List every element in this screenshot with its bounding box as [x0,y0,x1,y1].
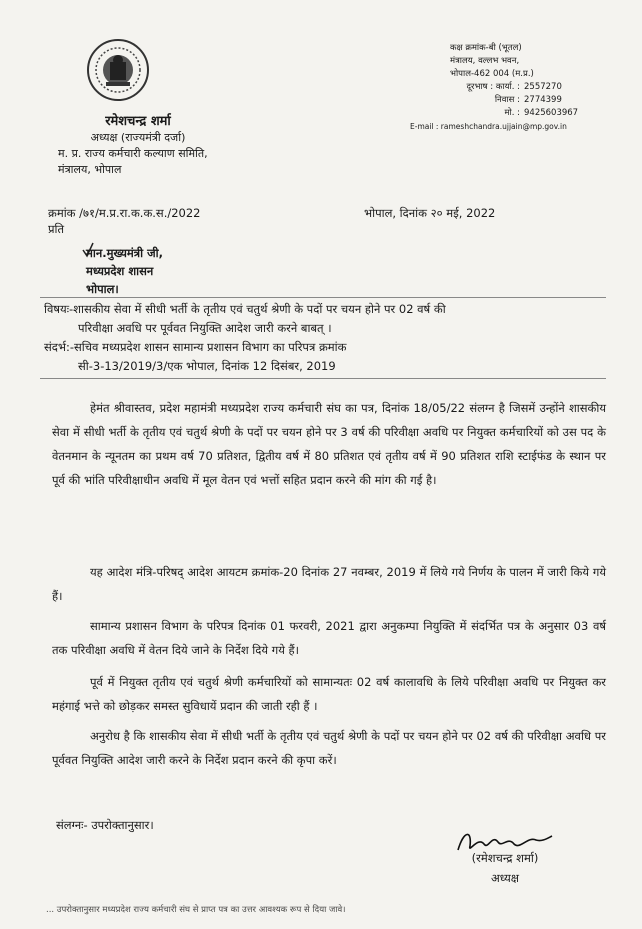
phone-label: दूरभाष : कार्या. : [466,82,520,92]
letter-ref-number: क्रमांक /७१/म.प्र.रा.क.क.स./2022 [48,206,201,220]
mobile-number: 9425603967 [524,108,579,118]
paragraph-5 [52,724,606,772]
sender-org-place: मंत्रालय, भोपाल [58,163,122,176]
paragraph-1 [52,396,606,492]
sender-role: अध्यक्ष (राज्यमंत्री दर्जा) [90,131,186,144]
office-room: कक्ष क्रमांक-बी (भूतल) [450,43,522,53]
paragraph-4-text: पूर्व में नियुक्त तृतीय एवं चतुर्थ श्रेणी कर्मचारियों को सामान्यतः 02 वर्ष कालावधि के लिये परिवीक्षा अवधि पर नियुक्त कर महंगाई भत्ते को छोड़कर समस्त सुविधायें प्रदान की जाती रही हैं । [52,675,606,713]
paragraph-1-text: हेमंत श्रीवास्तव, प्रदेश महामंत्री मध्यप्रदेश राज्य कर्मचारी संघ का पत्र, दिनांक 18/05/22 संलग्न है जिसमें उन्होंने शासकीय सेवा में सीधी भर्ती के तृतीय एवं चतुर्थ श्रेणी के पदों पर चयन होने पर 3 वर्ष की परिवीक्षा अवधि पर नियुक्त कर्मचारियों को उस पद के वेतनमान के न्यूनतम का प्रथम वर्ष 70 प्रतिशत, द्वितीय वर्ष में 80 प्रतिशत एवं तृतीय वर्ष में 90 प्रतिशत राशि स्टाईफंड के स्थान पर पूर्व की भांति परिवीक्षाधीन अवधि में मूल वेतन एवं भत्तों सहित प्रदान करने की मांग की गई है। [52,401,606,487]
signatory-name: (रमेशचन्द्र शर्मा) [471,851,539,865]
sender-name: रमेशचन्द्र शर्मा [105,114,171,129]
paragraph-5-text: अनुरोध है कि शासकीय सेवा में सीधी भर्ती के तृतीय एवं चतुर्थ श्रेणी के पदों पर चयन होने पर 02 वर्ष की परिवीक्षा अवधि पर पूर्ववत नियुक्ति आदेश जारी करने के निर्देश प्रदान करने की कृपा करें। [52,729,606,767]
sender-block [58,114,258,178]
res-label: निवास : [494,95,520,105]
madhya-pradesh-emblem-icon [86,38,150,102]
sender-org: म. प्र. राज्य कर्मचारी कल्याण समिति, [58,147,208,160]
res-phone-row [450,94,630,107]
addressee-block [86,244,163,298]
office-email: E-mail : rameshchandra.ujjain@mp.gov.in [410,122,567,131]
phone-res: 2774399 [524,95,562,105]
mob-label: मो. : [504,108,520,118]
mobile-row [450,107,630,120]
paragraph-3 [52,614,606,662]
letter-prati: प्रति [48,222,65,236]
paragraph-4 [52,670,606,718]
subject-block [44,300,604,338]
divider-bottom [40,378,606,379]
office-building: मंत्रालय, वल्लभ भवन, [450,56,520,66]
reference-line-1: संदर्भ:-सचिव मध्यप्रदेश शासन सामान्य प्रशासन विभाग का परिपत्र क्रमांक [44,340,347,354]
signatory-role: अध्यक्ष [490,871,520,885]
signatory-block [440,848,570,888]
addressee-line-2: मध्यप्रदेश शासन [86,264,154,278]
enclosure-note: संलग्नः- उपरोक्तानुसार। [56,818,154,832]
office-address [410,42,630,133]
paragraph-2-text: यह आदेश मंत्रि-परिषद् आदेश आयटम क्रमांक-20 दिनांक 27 नवम्बर, 2019 में लिये गये निर्णय के पालन में जारी किये गये हैं। [52,565,606,603]
reference-block [44,338,604,376]
phone-office: 2557270 [524,82,562,92]
addressee-line-1: मान.मुख्यमंत्री जी, [86,246,163,260]
footer-note: ... उपरोक्तानुसार मध्यप्रदेश राज्य कर्मचारी संघ से प्राप्त पत्र का उत्तर आवश्यक रूप से दिया जावे। [46,905,346,915]
letter-date: भोपाल, दिनांक २० मई, 2022 [364,206,496,220]
office-phone-row [450,81,630,94]
paragraph-3-text: सामान्य प्रशासन विभाग के परिपत्र दिनांक 01 फरवरी, 2021 द्वारा अनुकम्पा नियुक्ति में संदर्भित पत्र के अनुसार 03 वर्ष तक परिवीक्षा अवधि में वेतन दिये जाने के निर्देश दिये गये हैं। [52,619,606,657]
subject-line-1: विषयः-शासकीय सेवा में सीधी भर्ती के तृतीय एवं चतुर्थ श्रेणी के पदों पर चयन होने पर 02 वर्ष की [44,302,446,316]
divider-top [40,297,606,298]
addressee-line-3: भोपाल। [86,282,119,296]
office-city: भोपाल-462 004 (म.प्र.) [450,69,534,79]
subject-line-2: परिवीक्षा अवधि पर पूर्ववत नियुक्ति आदेश जारी करने बाबत् । [78,321,332,335]
paragraph-2 [52,560,606,608]
reference-line-2: सी-3-13/2019/3/एक भोपाल, दिनांक 12 दिसंबर, 2019 [78,359,336,373]
